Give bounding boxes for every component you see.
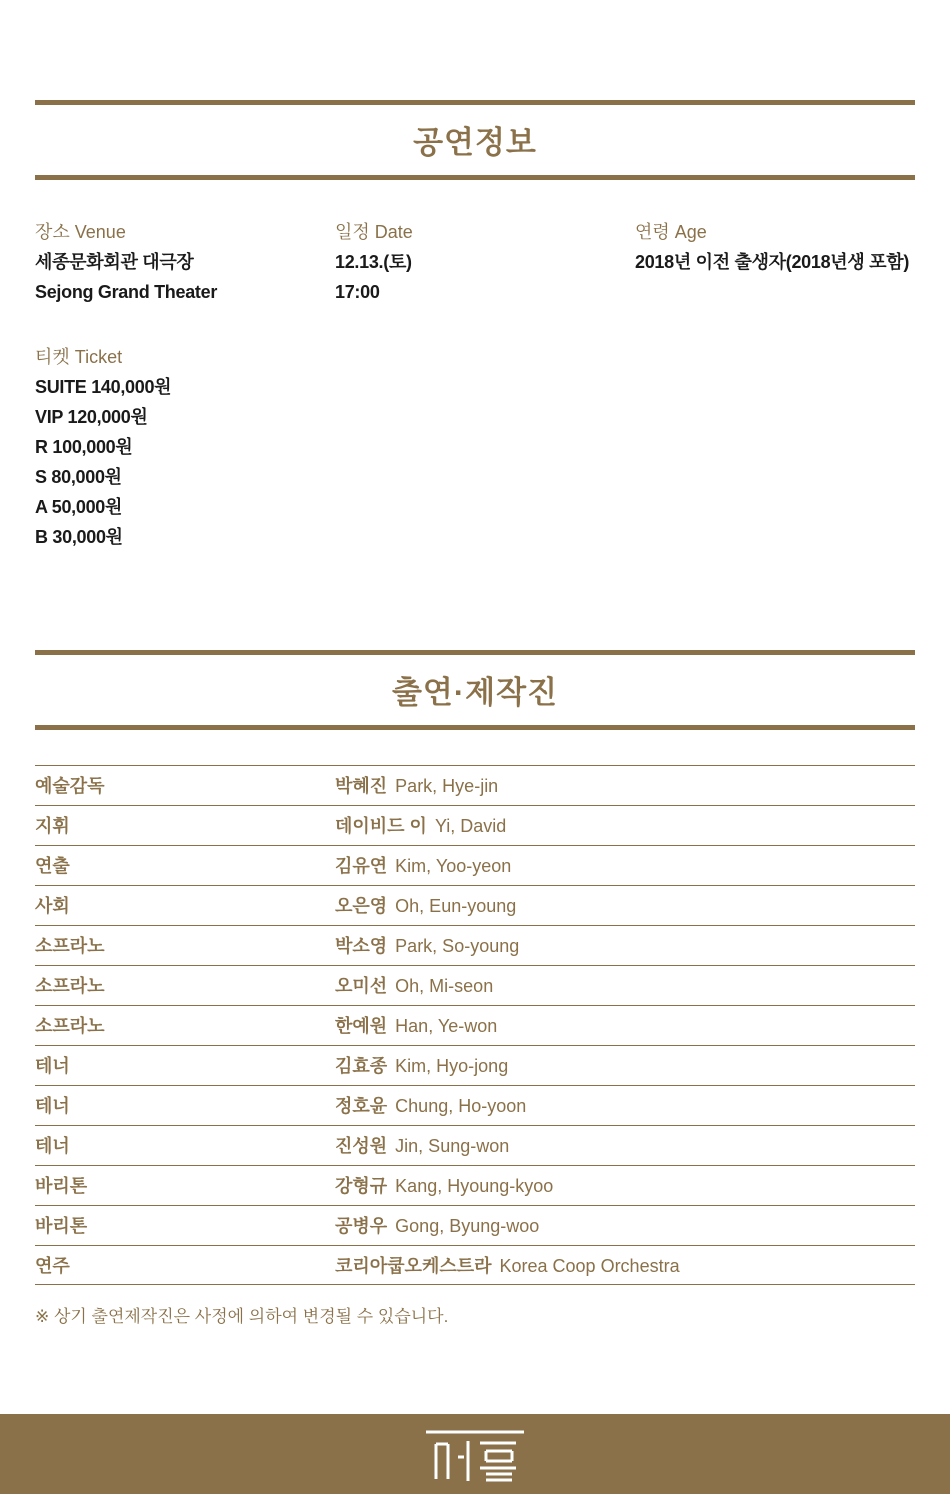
cast-row [35, 1005, 915, 1045]
cast-role: 사회 [35, 896, 70, 916]
cast-role: 연주 [35, 1256, 70, 1276]
cast-row [35, 845, 915, 885]
venue-line: 세종문화회관 대극장 [35, 252, 194, 272]
sejong-logo[interactable] [426, 1429, 524, 1483]
cast-name [335, 966, 493, 1006]
cast-name [335, 1006, 497, 1046]
cast-title: 출연·제작진 [391, 675, 559, 710]
section-bottom-rule [35, 175, 915, 180]
cast-name [335, 846, 511, 886]
ticket-price: VIP 120,000원 [35, 407, 148, 427]
ticket-price: S 80,000원 [35, 467, 122, 487]
cast-role: 소프라노 [35, 936, 105, 956]
cast-name-korean: 오은영 [335, 896, 388, 916]
cast-row [35, 1245, 915, 1285]
performance-info-section [35, 0, 915, 600]
section-top-rule [35, 650, 915, 655]
cast-row [35, 765, 915, 805]
cast-name-korean: 김유연 [335, 856, 388, 876]
ticket-price: A 50,000원 [35, 497, 123, 517]
venue-line: Sejong Grand Theater [35, 282, 218, 302]
cast-name-korean: 코리아쿱오케스트라 [335, 1256, 492, 1276]
cast-name-korean: 박소영 [335, 936, 388, 956]
venue-label: 장소 Venue [35, 222, 126, 242]
venue-block [35, 217, 217, 307]
cast-name [335, 1086, 526, 1126]
cast-name-english: Kang, Hyoung-kyoo [395, 1176, 554, 1196]
cast-role: 테너 [35, 1136, 70, 1156]
cast-name-english: Kim, Yoo-yeon [395, 856, 512, 876]
cast-role: 연출 [35, 856, 70, 876]
cast-name-korean: 오미선 [335, 976, 388, 996]
cast-name-english: Kim, Hyo-jong [395, 1056, 509, 1076]
cast-name-english: Gong, Byung-woo [395, 1216, 540, 1236]
ticket-price: B 30,000원 [35, 527, 123, 547]
cast-role: 예술감독 [35, 776, 105, 796]
cast-row [35, 925, 915, 965]
cast-name [335, 1206, 539, 1246]
cast-name-english: Oh, Eun-young [395, 896, 517, 916]
cast-role: 테너 [35, 1056, 70, 1076]
cast-table [35, 765, 915, 1285]
cast-name [335, 1246, 680, 1286]
performance-info-title: 공연정보 [413, 125, 537, 160]
cast-name [335, 766, 498, 806]
cast-name-korean: 데이비드 이 [335, 816, 427, 836]
date-label: 일정 Date [335, 222, 413, 242]
cast-role: 바리톤 [35, 1216, 88, 1236]
cast-row [35, 1205, 915, 1245]
ticket-price: SUITE 140,000원 [35, 377, 172, 397]
cast-role: 지휘 [35, 816, 70, 836]
date-block [335, 217, 413, 307]
cast-name-english: Oh, Mi-seon [395, 976, 494, 996]
cast-change-note: ※ 상기 출연제작진은 사정에 의하여 변경될 수 있습니다. [35, 1307, 449, 1326]
age-line: 2018년 이전 출생자(2018년생 포함) [635, 252, 910, 272]
cast-row [35, 1125, 915, 1165]
cast-name-korean: 강형규 [335, 1176, 388, 1196]
cast-name-korean: 한예원 [335, 1016, 388, 1036]
cast-row [35, 805, 915, 845]
cast-name-english: Jin, Sung-won [395, 1136, 510, 1156]
ticket-price: R 100,000원 [35, 437, 133, 457]
cast-row [35, 1165, 915, 1205]
cast-name-english: Han, Ye-won [395, 1016, 498, 1036]
cast-section [35, 650, 915, 1300]
cast-name [335, 1126, 509, 1166]
cast-name-korean: 정호윤 [335, 1096, 388, 1116]
cast-name-english: Korea Coop Orchestra [499, 1256, 680, 1276]
cast-name [335, 806, 506, 846]
cast-name-english: Chung, Ho-yoon [395, 1096, 527, 1116]
cast-row [35, 965, 915, 1005]
cast-row [35, 1085, 915, 1125]
cast-name-korean: 진성원 [335, 1136, 388, 1156]
cast-name [335, 1046, 508, 1086]
section-top-rule [35, 100, 915, 105]
cast-name-korean: 박혜진 [335, 776, 388, 796]
footer-bar [0, 1414, 950, 1494]
cast-name-english: Park, Hye-jin [395, 776, 499, 796]
cast-name [335, 886, 516, 926]
cast-role: 테너 [35, 1096, 70, 1116]
cast-row [35, 1045, 915, 1085]
cast-row [35, 885, 915, 925]
ticket-label: 티켓 Ticket [35, 347, 123, 367]
cast-name-english: Park, So-young [395, 936, 520, 956]
cast-name [335, 926, 519, 966]
ticket-block [35, 342, 171, 552]
cast-name-english: Yi, David [434, 816, 507, 836]
cast-name [335, 1166, 553, 1206]
cast-role: 소프라노 [35, 976, 105, 996]
age-label: 연령 Age [635, 222, 707, 242]
age-block [635, 217, 909, 277]
cast-role: 소프라노 [35, 1016, 105, 1036]
section-bottom-rule [35, 725, 915, 730]
cast-name-korean: 공병우 [335, 1216, 388, 1236]
cast-role: 바리톤 [35, 1176, 88, 1196]
cast-name-korean: 김효종 [335, 1056, 388, 1076]
date-line: 12.13.(토) [335, 252, 412, 272]
time-line: 17:00 [335, 282, 380, 302]
